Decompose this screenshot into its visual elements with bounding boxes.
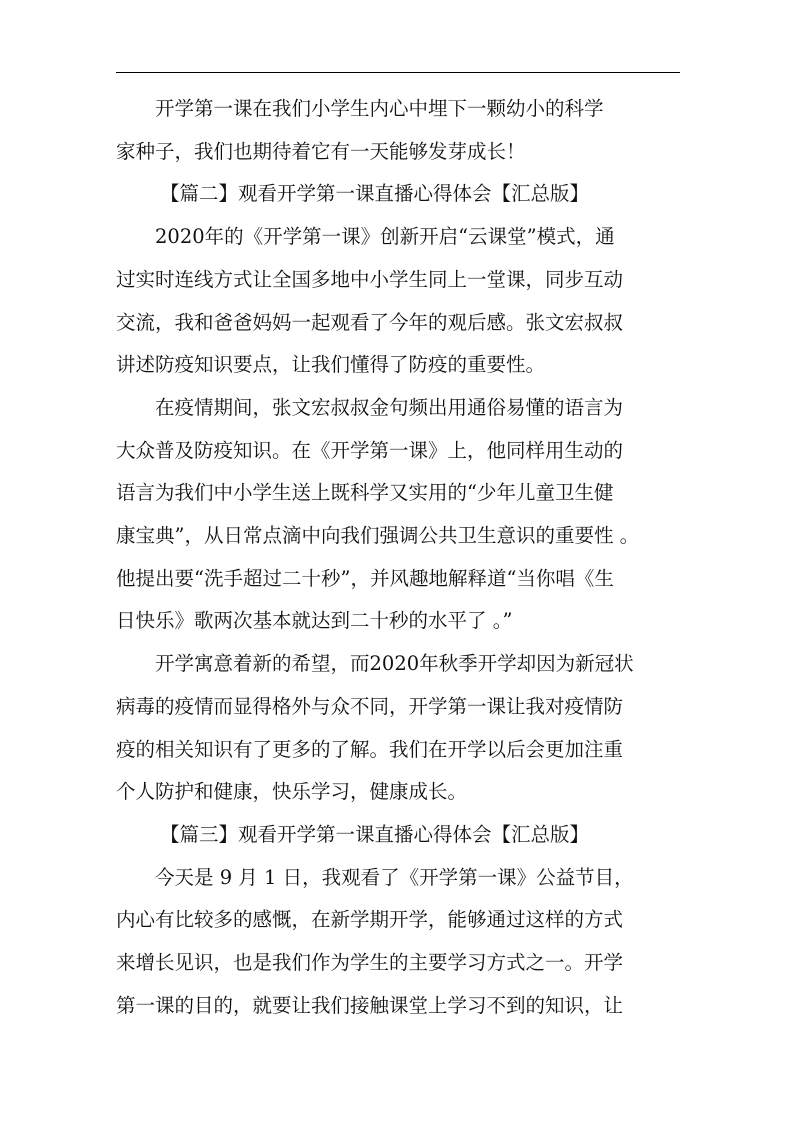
text-line: 家种子，我们也期待着它有一天能够发芽成长！ — [116, 139, 526, 163]
heading-text: 【篇二】观看开学第一课直播心得体会【汇总版】 — [160, 182, 590, 206]
paragraph-3-1 — [116, 857, 680, 1028]
text-line: 过实时连线方式让全国多地中小学生同上一堂课，同步互动 — [116, 267, 624, 291]
paragraph-2-2 — [116, 387, 680, 643]
document-body — [116, 88, 680, 1027]
text-line: 讲述防疫知识要点，让我们懂得了防疫的重要性。 — [116, 353, 546, 377]
text-line: 病毒的疫情而显得格外与众不同，开学第一课让我对疫情防 — [116, 694, 624, 718]
heading-text: 【篇三】观看开学第一课直播心得体会【汇总版】 — [160, 822, 590, 846]
text-line: 开学寓意着新的希望，而2020年秋季开学却因为新冠状 — [155, 652, 634, 676]
section-heading-2 — [116, 173, 680, 216]
text-line: 疫的相关知识有了更多的了解。我们在开学以后会更加注重 — [116, 737, 624, 761]
paragraph-2-3 — [116, 643, 680, 814]
text-line: 康宝典”，从日常点滴中向我们强调公共卫生意识的重要性 。 — [116, 524, 640, 548]
text-line: 在疫情期间，张文宏叔叔金句频出用通俗易懂的语言为 — [155, 395, 624, 419]
header-rule — [116, 72, 680, 73]
text-line: 第一课的目的，就要让我们接触课堂上学习不到的知识，让 — [116, 993, 624, 1017]
paragraph-2-1 — [116, 216, 680, 387]
text-line: 开学第一课在我们小学生内心中埋下一颗幼小的科学 — [155, 97, 604, 120]
section-heading-3 — [116, 814, 680, 857]
text-line: 他提出要“洗手超过二十秒”，并风趣地解释道“当你唱《生 — [116, 566, 614, 590]
text-line: 语言为我们中小学生送上既科学又实用的“少年儿童卫生健 — [116, 481, 614, 505]
text-line: 2020年的《开学第一课》创新开启“云课堂”模式，通 — [155, 225, 615, 249]
text-line: 个人防护和健康，快乐学习，健康成长。 — [116, 780, 468, 804]
text-line: 来增长见识，也是我们作为学生的主要学习方式之一。开学 — [116, 951, 624, 975]
text-line: 大众普及防疫知识。在《开学第一课》上，他同样用生动的 — [116, 438, 624, 462]
text-line: 内心有比较多的感慨，在新学期开学，能够通过这样的方式 — [116, 908, 624, 932]
text-line: 今天是 9 月 1 日，我观看了《开学第一课》公益节目， — [155, 865, 634, 889]
paragraph-intro — [116, 88, 680, 173]
text-line: 日快乐》歌两次基本就达到二十秒的水平了 。” — [116, 609, 513, 633]
text-line: 交流，我和爸爸妈妈一起观看了今年的观后感。张文宏叔叔 — [116, 310, 624, 334]
